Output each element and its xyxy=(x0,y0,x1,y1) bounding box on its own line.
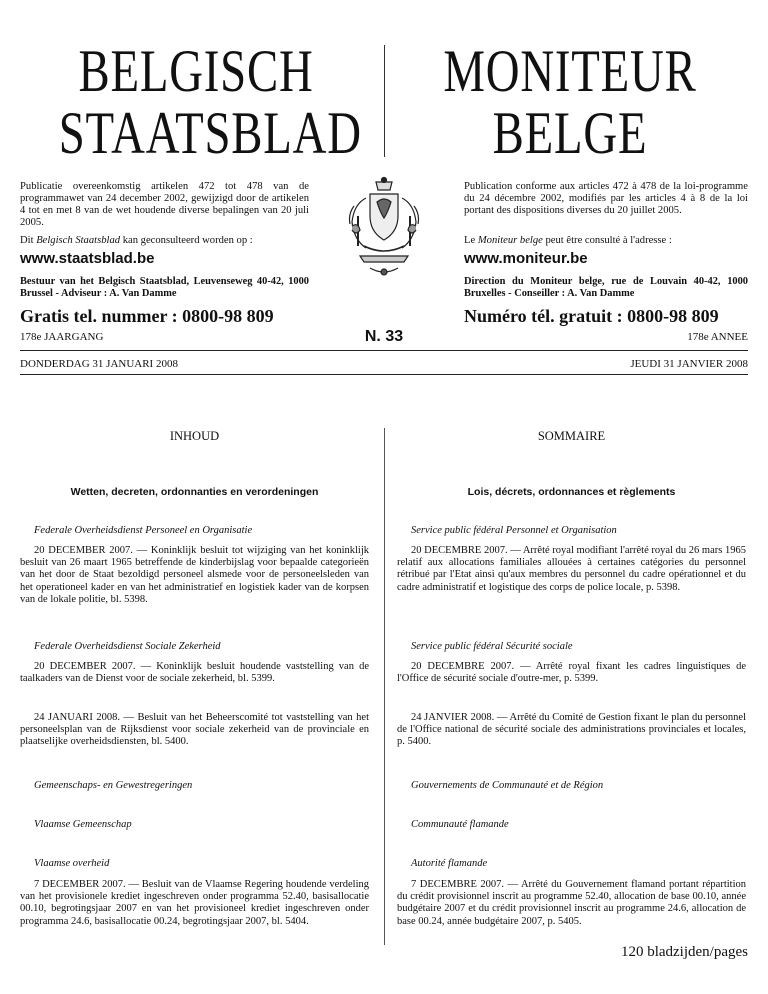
nl-website-link[interactable]: www.staatsblad.be xyxy=(20,250,155,267)
nl-entry-3[interactable]: 24 JANUARI 2008. — Besluit van het Beheerscomité tot vaststelling van het personeelsplan van de Rijksdienst voor sociale zekerheid van de provinciale en plaatselijke overheidsdiensten, bl. 5400. xyxy=(20,712,369,748)
fr-consult-prefix: Le xyxy=(464,235,478,246)
fr-consult-italic: Moniteur belge xyxy=(477,235,543,246)
nl-entry-1[interactable]: 20 DECEMBER 2007. — Koninklijk besluit tot wijziging van het koninklijk besluit van 26 maart 1965 betreffende de kinderbijslag voor bepaalde categorieën van het door de Staat bezoldigd personeel alsmede voor de personeelsleden van het operationeel kader en van het administratief en logistiek kader van de korpsen van de lokale politie, bl. 5398. xyxy=(20,545,369,605)
page-count: 120 bladzijden/pages xyxy=(620,944,748,960)
nl-address: Bestuur van het Belgisch Staatsblad, Leuvenseweg 40-42, 1000 Brussel - Adviseur : A. Van Damme xyxy=(20,276,309,299)
masthead-nl xyxy=(58,38,362,166)
fr-ministry-flemish-authority: Autorité flamande xyxy=(411,858,488,869)
nl-date: DONDERDAG 31 JANUARI 2008 xyxy=(20,358,178,370)
column-divider xyxy=(384,428,385,945)
fr-contents-heading: SOMMAIRE xyxy=(537,429,606,443)
fr-consult-suffix: peut être consulté à l'adresse : xyxy=(542,235,672,246)
fr-ministry-personnel: Service public fédéral Personnel et Organisation xyxy=(411,525,617,536)
masthead-fr-line2: BELGE xyxy=(492,100,648,166)
nl-consult-line xyxy=(20,235,309,247)
fr-entry-1[interactable]: 20 DECEMBRE 2007. — Arrêté royal modifiant l'arrêté royal du 26 mars 1965 relatif aux allocations familiales allouées à certaines catégories du personnel rétribué par l'Etat ainsi qu'aux membres du personnel du cadre opérationnel et du cadre administratif et logistique des corps de police locale, p. 5398. xyxy=(397,545,746,593)
issue-number: N. 33 xyxy=(364,328,404,345)
coat-of-arms-icon xyxy=(340,176,428,280)
nl-ministry-flemish-authority: Vlaamse overheid xyxy=(34,858,110,869)
nl-contents-heading: INHOUD xyxy=(169,429,220,443)
nl-consult-suffix: kan geconsulteerd worden op : xyxy=(120,235,253,246)
fr-entry-3[interactable]: 24 JANVIER 2008. — Arrêté du Comité de Gestion fixant le plan du personnel de l'Office national de sécurité sociale des administrations provinciales et locales, p. 5400. xyxy=(397,712,746,748)
nl-entry-2[interactable]: 20 DECEMBER 2007. — Koninklijk besluit houdende vaststelling van de taalkaders van de Dienst voor de sociale zekerheid, bl. 5399. xyxy=(20,661,369,685)
nl-phone: Gratis tel. nummer : 0800-98 809 xyxy=(20,306,274,326)
masthead-divider xyxy=(384,45,385,157)
fr-ministry-flemish-community: Communauté flamande xyxy=(411,819,509,830)
masthead-nl-line2: STAATSBLAD xyxy=(58,100,362,166)
fr-address: Direction du Moniteur belge, rue de Louvain 40-42, 1000 Bruxelles - Conseiller : A. Van Damme xyxy=(464,276,748,299)
nl-ministry-communities: Gemeenschaps- en Gewestregeringen xyxy=(34,780,193,791)
fr-publication-note: Publication conforme aux articles 472 à 478 de la loi-programme du 24 décembre 2002, modifiés par les articles 4 à 8 de la loi portant des dispositions diverses du 20 juillet 2005. xyxy=(464,181,748,216)
masthead-fr xyxy=(431,40,709,164)
nl-ministry-personnel: Federale Overheidsdienst Personeel en Organisatie xyxy=(34,525,253,536)
fr-volume: 178e ANNEE xyxy=(687,331,748,343)
fr-ministry-social-security: Service public fédéral Sécurité sociale xyxy=(411,641,573,652)
nl-consult-prefix: Dit xyxy=(20,235,37,246)
fr-entry-2[interactable]: 20 DECEMBRE 2007. — Arrêté royal fixant les cadres linguistiques de l'Office de sécurité sociale d'outre-mer, p. 5399. xyxy=(397,661,746,685)
nl-ministry-flemish-community: Vlaamse Gemeenschap xyxy=(34,819,132,830)
nl-entry-4[interactable]: 7 DECEMBER 2007. — Besluit van de Vlaamse Regering houdende verdeling van het provisionele krediet ingeschreven onder programma 52.40, basisallocatie 00.10, begrotingsjaar 2007 en van het provisioneel krediet ingeschreven onder programma 24.6, basisallocatie 00.24, begrotingsjaar 2007, bl. 5404. xyxy=(20,879,369,927)
fr-entry-4[interactable]: 7 DECEMBRE 2007. — Arrêté du Gouvernement flamand portant répartition du crédit provisionnel inscrit au programme 52.40, allocation de base 00.10, année budgétaire 2007 et du crédit provisionnel inscrit au programme 24.6, allocation de base 00.24, année budgétaire 2007, p. 5405. xyxy=(397,879,746,927)
nl-publication-note: Publicatie overeenkomstig artikelen 472 tot 478 van de programmawet van 24 december 2002, gewijzigd door de artikelen 4 tot en met 8 van de wet houdende diverse bepalingen van 20 juli 2005. xyxy=(20,181,309,228)
fr-consult-line xyxy=(464,235,748,247)
nl-volume: 178e JAARGANG xyxy=(20,331,104,343)
nl-consult-italic: Belgisch Staatsblad xyxy=(36,235,121,246)
nl-ministry-social-security: Federale Overheidsdienst Sociale Zekerheid xyxy=(34,641,221,652)
fr-date: JEUDI 31 JANVIER 2008 xyxy=(630,358,748,370)
date-rule-top xyxy=(20,350,748,351)
date-rule-bottom xyxy=(20,374,748,375)
fr-phone: Numéro tél. gratuit : 0800-98 809 xyxy=(464,306,719,326)
masthead-fr-line1: MONITEUR xyxy=(443,38,697,104)
nl-category: Wetten, decreten, ordonnanties en verordeningen xyxy=(70,486,319,498)
masthead-nl-line1: BELGISCH xyxy=(78,38,314,104)
fr-ministry-communities: Gouvernements de Communauté et de Région xyxy=(411,780,604,791)
fr-website-link[interactable]: www.moniteur.be xyxy=(464,250,588,267)
fr-category: Lois, décrets, ordonnances et règlements xyxy=(467,486,676,498)
